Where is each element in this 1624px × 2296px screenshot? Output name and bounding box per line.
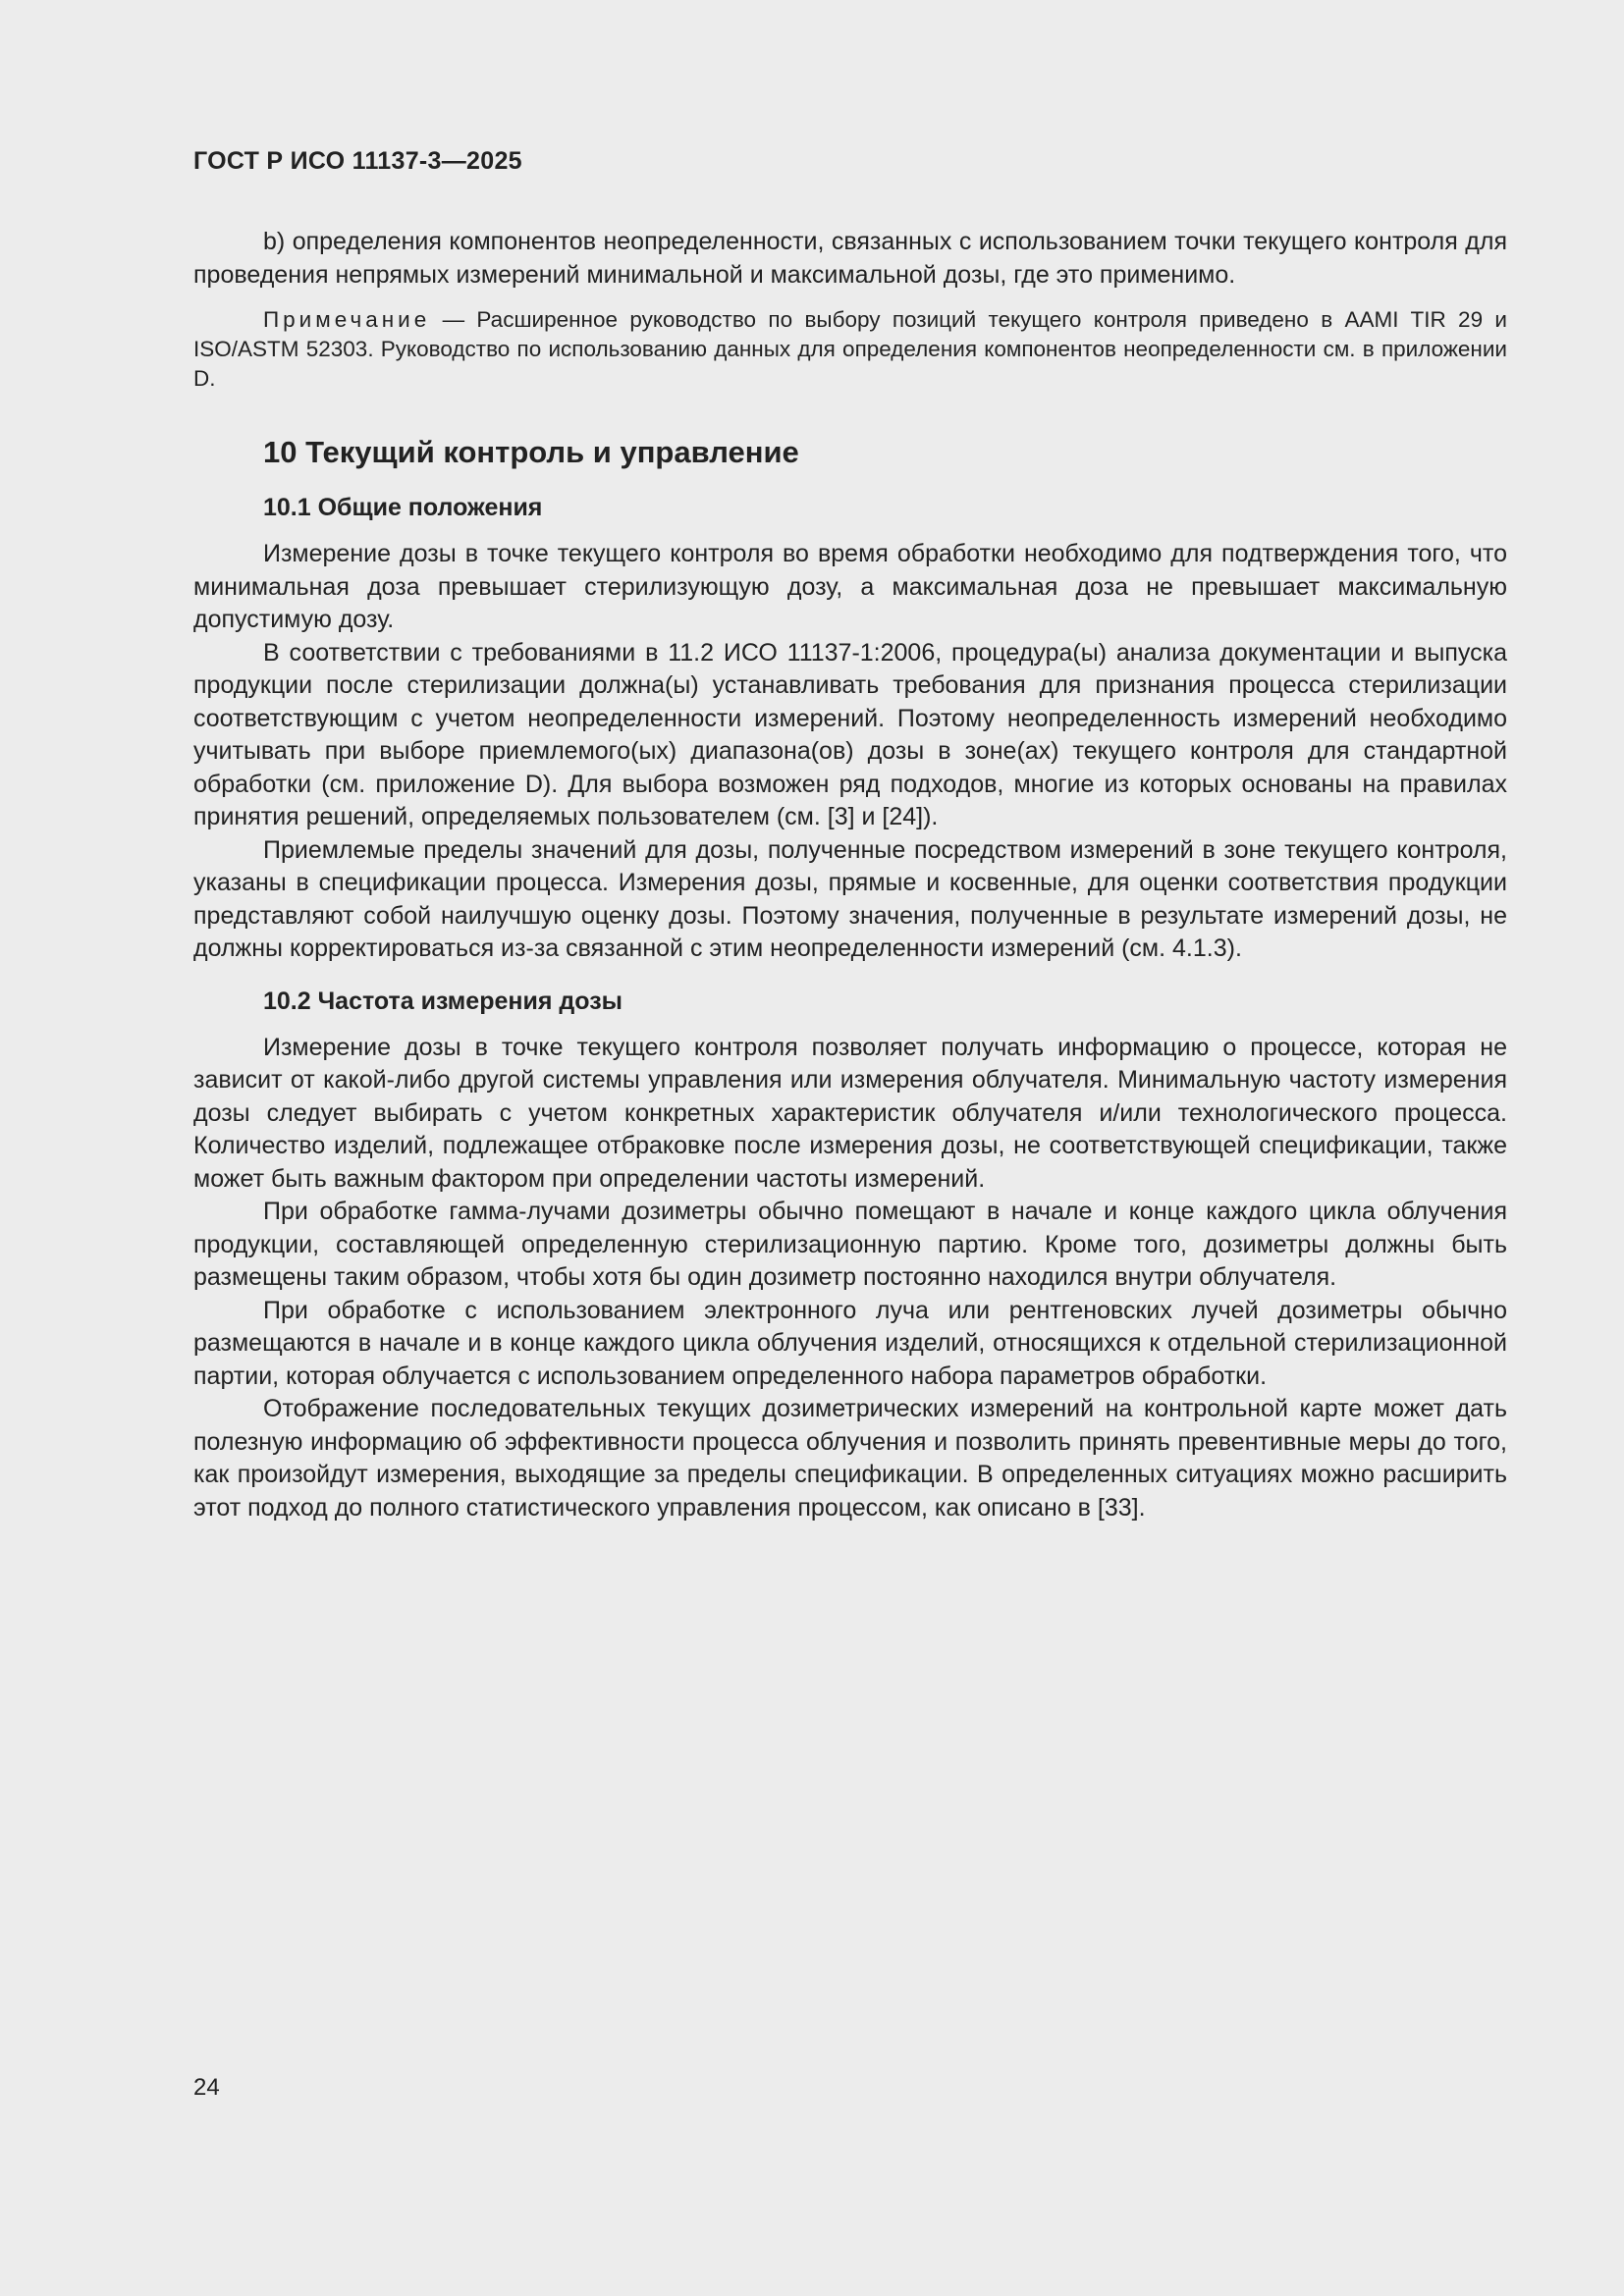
section-10-1-heading: 10.1 Общие положения — [263, 494, 543, 521]
paragraph: Отображение последовательных текущих дозиметрических измерений на контрольной карте может дать полезную информацию об эффективности процесса облучения и позволить принять превентивные меры до того, как произойдут измерения, выходящие за пределы спецификации. В определенных ситуациях можно расширить этот подход до полного статистического управления процессом, как описано в [33]. — [193, 1395, 1507, 1522]
paragraph: В соответствии с требованиями в 11.2 ИСО 11137-1:2006, процедура(ы) анализа документации и выпуска продукции после стерилизации должна(ы) устанавливать требования для признания процесса стерилизации соответствующим с учетом неопределенности измерений. Поэтому неопределенность измерений необходимо учитывать при выборе приемлемого(ых) диапазона(ов) дозы в зоне(ах) текущего контроля для стандартной обработки (см. приложение D). Для выбора возможен ряд подходов, многие из которых основаны на правилах принятия решений, определяемых пользователем (см. [3] и [24]). — [193, 638, 1507, 830]
document-body — [193, 226, 1507, 1524]
paragraph: При обработке с использованием электронного луча или рентгеновских лучей дозиметры обычно размещаются в начале и в конце каждого цикла облучения изделий, относящихся к отдельной стерилизационной партии, которая облучается с использованием определенного набора параметров обработки. — [193, 1296, 1507, 1390]
section-10-2-heading: 10.2 Частота измерения дозы — [263, 987, 623, 1015]
note-label: Примечание — [263, 307, 431, 332]
section-10-heading: 10 Текущий контроль и управление — [263, 435, 799, 469]
paragraph: Измерение дозы в точке текущего контроля позволяет получать информацию о процессе, которая не зависит от какой-либо другой системы управления или измерения облучателя. Минимальную частоту измерения дозы следует выбирать с учетом конкретных характеристик облучателя и/или технологического процесса. Количество изделий, подлежащее отбраковке после измерения дозы, не соответствующей спецификации, также может быть важным фактором при определении частоты измерений. — [193, 1033, 1507, 1193]
document-header: ГОСТ Р ИСО 11137-3—2025 — [193, 147, 522, 175]
paragraph: Приемлемые пределы значений для дозы, полученные посредством измерений в зоне текущего контроля, указаны в спецификации процесса. Измерения дозы, прямые и косвенные, для оценки соответствия продукции представляют собой наилучшую оценку дозы. Поэтому значения, полученные в результате измерений дозы, не должны корректироваться из-за связанной с этим неопределенности измерений (см. 4.1.3). — [193, 835, 1507, 962]
note — [193, 305, 1507, 394]
paragraph: Измерение дозы в точке текущего контроля во время обработки необходимо для подтверждения того, что минимальная доза превышает стерилизующую дозу, а максимальная доза не превышает максимальную допустимую дозу. — [193, 540, 1507, 633]
note-text: — Расширенное руководство по выбору позиций текущего контроля приведено в AAMI TIR 29 и ISO/ASTM 52303. Руководство по использованию данных для определения компонентов неопределенности см. в приложении D. — [193, 307, 1507, 391]
list-item-b: b) определения компонентов неопределенности, связанных с использованием точки текущего контроля для проведения непрямых измерений минимальной и максимальной дозы, где это применимо. — [193, 228, 1507, 289]
page-number: 24 — [193, 2074, 220, 2101]
paragraph: При обработке гамма-лучами дозиметры обычно помещают в начале и конце каждого цикла облучения продукции, составляющей определенную стерилизационную партию. Кроме того, дозиметры должны быть размещены таким образом, чтобы хотя бы один дозиметр постоянно находился внутри облучателя. — [193, 1198, 1507, 1291]
